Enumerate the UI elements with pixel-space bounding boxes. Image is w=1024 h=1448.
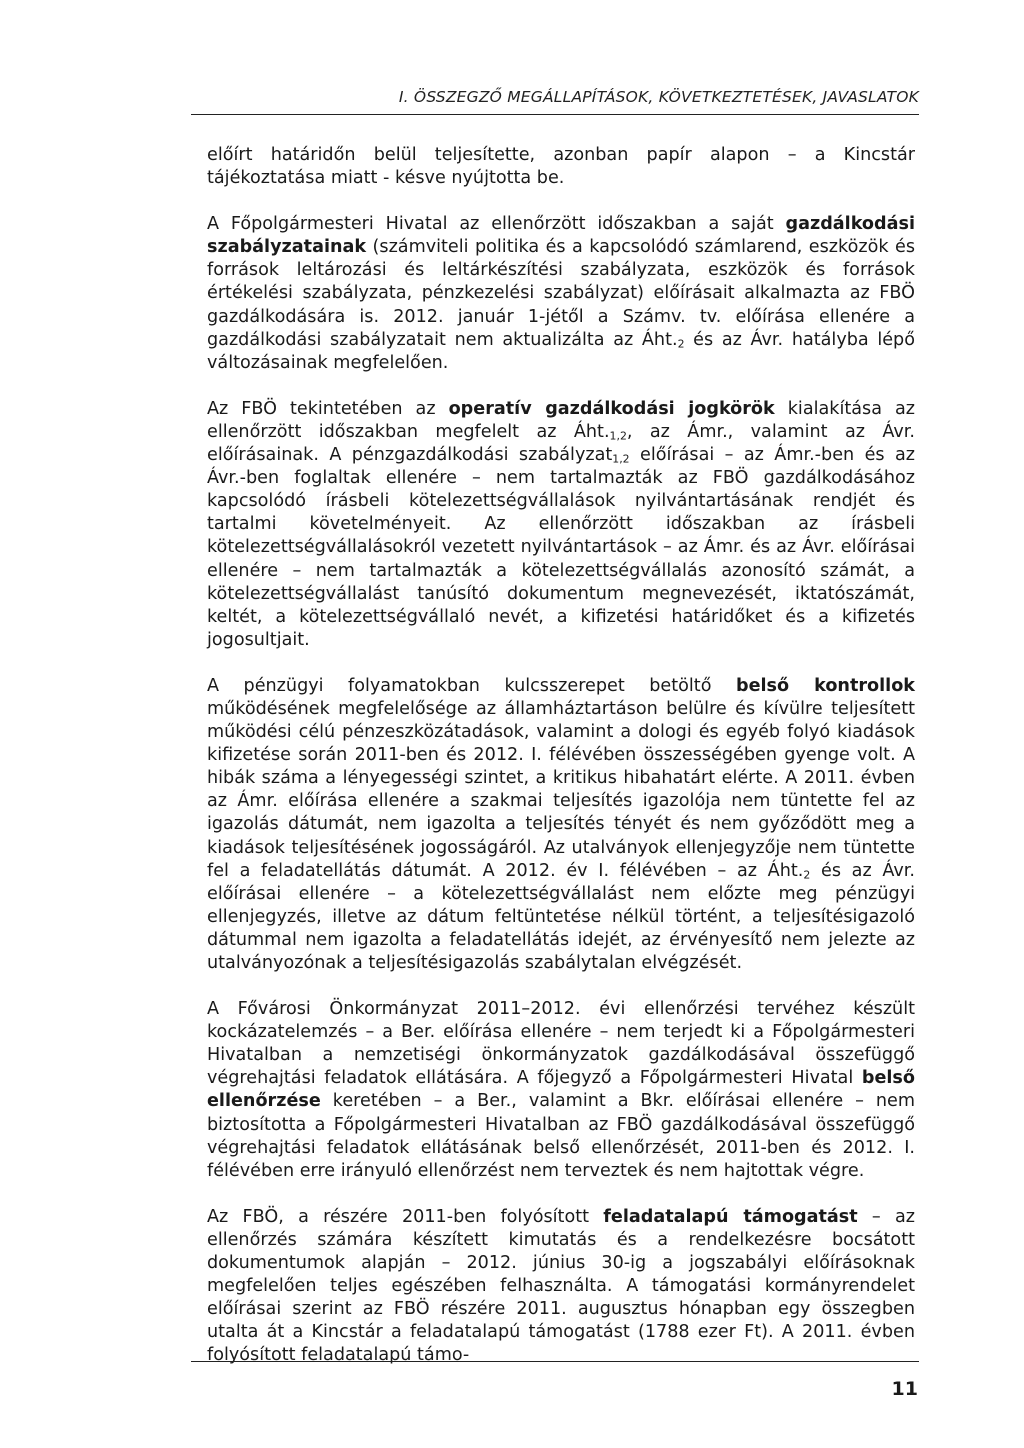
paragraph-6-text-a: Az FBÖ, a részére 2011-ben folyósított bbox=[207, 1206, 604, 1227]
paragraph-4 bbox=[207, 675, 915, 975]
paragraph-2-text-c: (számviteli politika és a kapcsolódó számlarend, eszközök és források leltározási és leltárkészítési szabályzata, eszközök és források értékelési szabályzata, pénzkezelési szabályzat) előírásait alkalmazta az FBÖ gazdálkodására is. 2012. január 1-jétől a Számv. tv. előírása ellenére a gazdálkodási szabályzatait nem aktualizálta az Áht. bbox=[207, 237, 915, 350]
paragraph-2-text-a: A Főpolgármesteri Hivatal az ellenőrzött időszakban a saját bbox=[207, 214, 786, 235]
paragraph-5-bold: belső ellenőrzése bbox=[207, 1068, 915, 1112]
header-rule bbox=[191, 114, 919, 115]
paragraph-3-text-c: kialakítása az ellenőrzött időszakban megfelelt az Áht. bbox=[207, 398, 915, 442]
footer-rule bbox=[191, 1361, 919, 1362]
paragraph-4-text-d: és az Ávr. előírásai ellenére – a kötelezettségvállalást nem előzte meg pénzügyi ellenjegyzés, illetve az dátum feltüntetése nélkül történt, a teljesítésigazoló dátummal nem igazolta a feladatellátás idejét, az érvényesítő nem jelezte az utalványozónak a teljesítésigazolás szabálytalan elvégzését. bbox=[207, 860, 915, 973]
paragraph-3-bold: operatív gazdálkodási jogkörök bbox=[448, 398, 775, 419]
paragraph-2-bold: gazdálkodási szabályzatainak bbox=[207, 214, 915, 258]
paragraph-6-bold: feladatalapú támogatást bbox=[603, 1206, 858, 1227]
paragraph-3-sub-1: 1,2 bbox=[609, 429, 627, 443]
document-body bbox=[207, 144, 915, 1391]
page-number: 11 bbox=[891, 1378, 918, 1400]
paragraph-5-text-a: A Fővárosi Önkormányzat 2011–2012. évi ellenőrzési tervéhez készült kockázatelemzés – a Ber. előírása ellenére – nem terjedt ki a Főpolgármesteri Hivatalban a nemzetiségi önkormányzatok gazdálkodásával összefüggő végrehajtási feladatok ellátására. A főjegyző a Főpolgármesteri Hivatal bbox=[207, 999, 915, 1089]
paragraph-4-text-a: A pénzügyi folyamatokban kulcsszerepet betöltő bbox=[207, 675, 736, 696]
paragraph-3-text-e: előírásai – az Ámr.-ben és az Ávr.-ben foglaltak ellenére – nem tartalmazták az FBÖ gazdálkodásához kapcsolódó írásbeli kötelezettségvállalások nyilvántartásának rendjét és tartalmi követelményeit. Az ellenőrzött időszakban az írásbeli kötelezettségvállalásokról vezetett nyilvántartások – az Ámr. és az Ávr. előírásai ellenére – nem tartalmazták a kötelezettségvállalás azonosító számát, a kötelezettségvállalást tanúsító dokumentum megnevezését, iktatószámát, keltét, a kötelezettségvállaló nevét, a kifizetési határidőket és a kifizetés jogosultjait. bbox=[207, 445, 915, 650]
paragraph-1: előírt határidőn belül teljesítette, azonban papír alapon – a Kincstár tájékoztatása miatt - késve nyújtotta be. bbox=[207, 145, 915, 189]
paragraph-5-text-c: keretében – a Ber., valamint a Bkr. előírásai ellenére – nem biztosította a Főpolgármesteri Hivatalban az FBÖ gazdálkodásával összefüggő végrehajtási feladatok ellátásának belső ellenőrzését, 2011-ben és 2012. I. félévében erre irányuló ellenőrzést nem terveztek és nem hajtottak végre. bbox=[207, 1091, 915, 1181]
paragraph-2-sub-1: 2 bbox=[677, 337, 685, 351]
paragraph-4-text-c: működésének megfelelősége az államháztartáson belülre és kívülre teljesített működési célú pénzeszközátadások, valamint a dologi és egyéb folyó kiadások kifizetése során 2011-ben és 2012. I. félévében összességében gyenge volt. A hibák száma a lényegességi szintet, a kritikus hibahatárt elérte. A 2011. évben az Ámr. előírása ellenére a szakmai teljesítés igazolója nem tüntette fel az igazolás dátumát, nem igazolta a teljesítés tényét és nem győződött meg a kiadások teljesítésének jogosságáról. Az utalványok ellenjegyzője nem tüntette fel a feladatellátás dátumát. A 2012. év I. félévében – az Áht. bbox=[207, 698, 915, 881]
paragraph-5 bbox=[207, 998, 915, 1183]
paragraph-3-sub-2: 1,2 bbox=[612, 452, 630, 466]
paragraph-6-text-c: – az ellenőrzés számára készített kimutatás és a rendelkezésre bocsátott dokumentumok alapján – 2012. június 30-ig a jogszabályi előírásoknak megfelelően teljes egészében felhasználta. A támogatási kormányrendelet előírásai szerint az FBÖ részére 2011. augusztus hónapban egy összegben utalta át a Kincstár a feladatalapú támogatást (1788 ezer Ft). A 2011. évben folyósított feladatalapú támo- bbox=[207, 1206, 915, 1366]
paragraph-3-text-d: , az Ámr., valamint az Ávr. előírásainak. A pénzgazdálkodási szabályzat bbox=[207, 421, 915, 466]
paragraph-3 bbox=[207, 398, 915, 652]
paragraph-2 bbox=[207, 213, 915, 375]
paragraph-4-bold: belső kontrollok bbox=[735, 675, 915, 696]
paragraph-6 bbox=[207, 1206, 915, 1368]
running-header: I. ÖSSZEGZŐ MEGÁLLAPÍTÁSOK, KÖVETKEZTETÉSEK, JAVASLATOK bbox=[398, 88, 919, 106]
paragraph-2-text-d: és az Ávr. hatályba lépő változásainak megfelelően. bbox=[207, 329, 915, 373]
paragraph-3-text-a: Az FBÖ tekintetében az bbox=[207, 398, 449, 419]
paragraph-4-sub-1: 2 bbox=[803, 868, 811, 882]
